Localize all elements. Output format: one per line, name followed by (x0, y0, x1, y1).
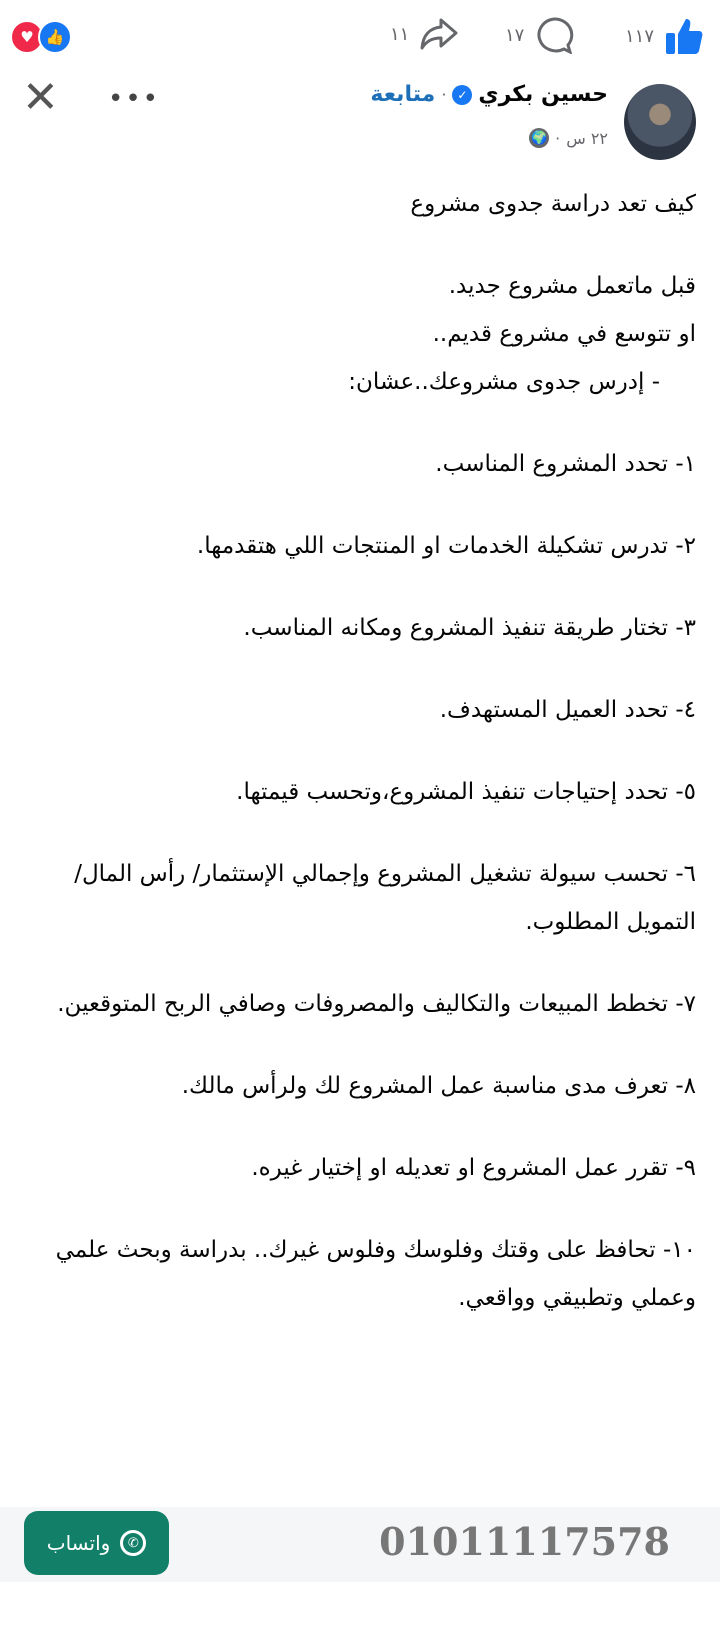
thumbs-up-icon (664, 16, 704, 56)
separator: · (555, 128, 561, 148)
contact-bar (0, 1507, 720, 1582)
list-item: ٢- تدرس تشكيلة الخدمات او المنتجات اللي هتقدمها. (196, 533, 696, 559)
post-title: كيف تعد دراسة جدوى مشروع (410, 191, 696, 217)
list-item: ١- تحدد المشروع المناسب. (435, 451, 696, 477)
list-item: ٧- تخطط المبيعات والتكاليف والمصروفات وصافي الربح المتوقعين. (57, 991, 696, 1017)
avatar[interactable] (624, 84, 696, 160)
whatsapp-icon: ✆ (120, 1530, 146, 1556)
phone-number[interactable]: 01011117578 (379, 1519, 670, 1564)
like-count: ١١٧ (625, 25, 655, 47)
separator: · (441, 85, 447, 104)
share-icon (419, 16, 459, 52)
comment-button[interactable] (505, 16, 574, 54)
share-count: ١١ (390, 23, 410, 45)
intro-line: قبل ماتعمل مشروع جديد. (448, 273, 696, 299)
author-name[interactable]: حسين بكري (478, 82, 608, 107)
whatsapp-button[interactable] (24, 1511, 169, 1575)
list-item: ٣- تختار طريقة تنفيذ المشروع ومكانه المناسب. (243, 615, 696, 641)
close-button[interactable]: ✕ (22, 72, 59, 123)
share-button[interactable] (390, 16, 459, 52)
intro-line: - إدرس جدوى مشروعك..عشان: (348, 369, 660, 395)
comment-count: ١٧ (505, 24, 525, 46)
verified-badge-icon: ✓ (452, 85, 472, 105)
reaction-icons[interactable] (10, 20, 72, 54)
like-button[interactable] (625, 16, 704, 56)
post-time[interactable]: ٢٢ س (566, 128, 608, 148)
more-options-button[interactable]: ••• (108, 84, 161, 114)
heart-icon: ♥ (10, 20, 44, 54)
post-body (28, 180, 696, 1322)
list-item: ٥- تحدد إحتياجات تنفيذ المشروع،وتحسب قيمتها. (236, 779, 696, 805)
post-meta (529, 128, 608, 148)
follow-button[interactable]: متابعة (370, 82, 436, 107)
list-item: ٨- تعرف مدى مناسبة عمل المشروع لك ولرأس مالك. (181, 1073, 696, 1099)
list-item: ٤- تحدد العميل المستهدف. (439, 697, 696, 723)
comment-icon (534, 16, 574, 54)
intro-line: او تتوسع في مشروع قديم.. (432, 321, 696, 347)
thumbs-up-icon: 👍 (38, 20, 72, 54)
reactions-bar (0, 0, 720, 70)
list-item: ٦- تحسب سيولة تشغيل المشروع وإجمالي الإستثمار/ رأس المال/ التمويل المطلوب. (74, 861, 696, 935)
list-item: ١٠- تحافظ على وقتك وفلوسك وفلوس غيرك.. بدراسة وبحث علمي وعملي وتطبيقي وواقعي. (55, 1237, 696, 1311)
list-item: ٩- تقرر عمل المشروع او تعديله او إختيار غيره. (251, 1155, 696, 1181)
author-line (370, 82, 608, 107)
globe-icon: 🌍 (529, 128, 549, 148)
post-header (0, 72, 720, 168)
whatsapp-label: واتساب (46, 1531, 111, 1555)
